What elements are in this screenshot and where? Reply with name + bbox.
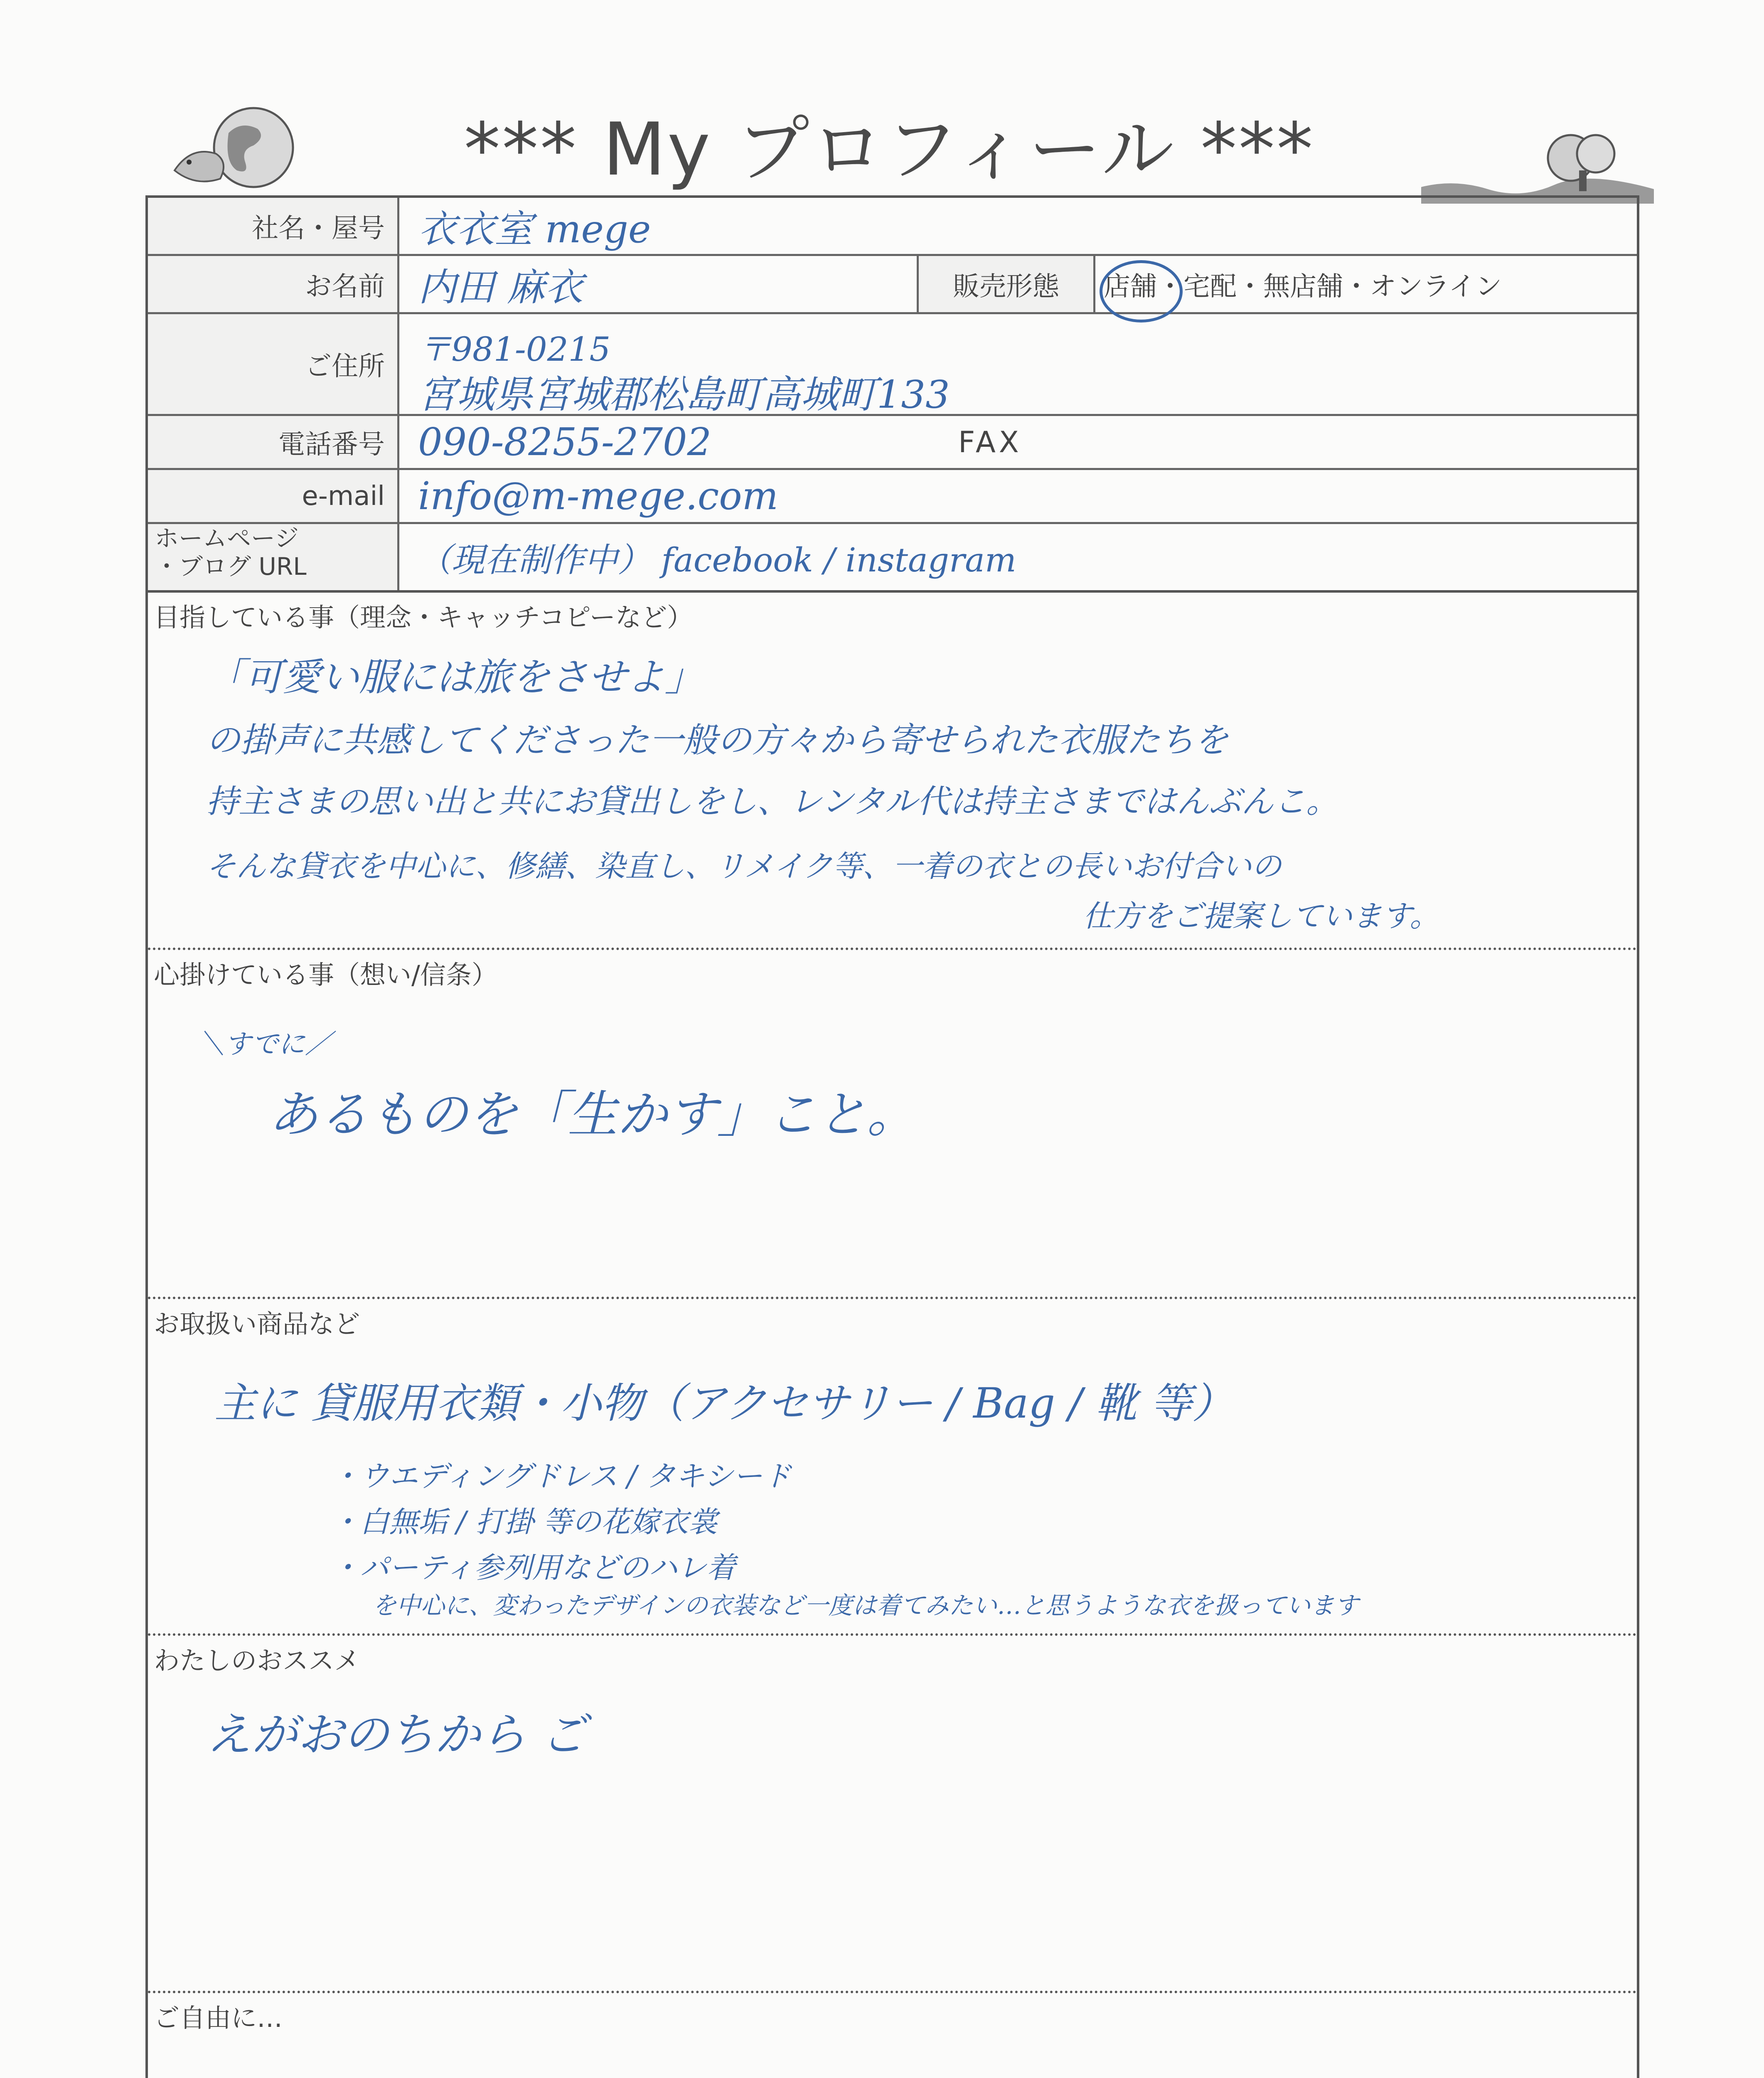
homepage-label-line1: ホームページ [155, 524, 299, 552]
aim-line: 持主さまの思い出と共にお貸出しをし、レンタル代は持主さまではんぶんこ。 [206, 783, 1338, 820]
email-value: info@m-mege.com [418, 474, 778, 518]
sales-form-label: 販売形態 [917, 256, 1095, 312]
products-section [148, 1299, 1637, 1636]
email-row [148, 470, 1637, 524]
postal-code: 〒981-0215 [418, 330, 611, 369]
address-label: ご住所 [148, 314, 399, 414]
address-row [148, 314, 1637, 416]
fax-label: FAX [958, 425, 1022, 459]
products-line: ・ウエディングドレス / タキシード [331, 1459, 792, 1493]
homepage-value: （現在制作中） facebook / instagram [418, 541, 1016, 579]
aim-section [148, 593, 1637, 950]
name-label: お名前 [148, 256, 399, 312]
products-label: お取扱い商品など [154, 1309, 360, 1339]
page-title: *** My プロフィール *** [464, 108, 1315, 192]
phone-row [148, 416, 1637, 470]
aim-label: 目指している事（理念・キャッチコピーなど） [154, 602, 693, 633]
free-label: ご自由に… [154, 2003, 283, 2033]
mindset-label: 心掛けている事（想い/信条） [154, 960, 497, 990]
company-label: 社名・屋号 [148, 198, 399, 254]
page-header [141, 83, 1637, 191]
phone-label: 電話番号 [148, 416, 399, 468]
mindset-section [148, 950, 1637, 1299]
homepage-label-line2: ・ブログ URL [155, 552, 307, 581]
products-line: ・白無垢 / 打掛 等の花嫁衣裳 [331, 1505, 718, 1539]
email-label: e-mail [148, 470, 399, 522]
recommend-line: えがおのちから ご [206, 1708, 586, 1761]
homepage-label [148, 524, 399, 590]
aim-line: そんな貸衣を中心に、修繕、染直し、リメイク等、一着の衣との長いお付合いの [206, 849, 1282, 884]
mindset-line: ＼すでに／ [198, 1029, 332, 1060]
sales-form-options: 店舗・宅配・無店舗・オンライン [1104, 271, 1502, 302]
aim-line: 仕方をご提案しています。 [1083, 899, 1440, 933]
products-line: ・パーティ参列用などのハレ着 [331, 1551, 736, 1585]
address-value: 宮城県宮城郡松島町高城町133 [418, 372, 950, 417]
recommend-label: わたしのおススメ [154, 1645, 360, 1676]
company-row [148, 198, 1637, 256]
products-line: 主に 貸服用衣類・小物（アクセサリー / Bag / 靴 等） [214, 1379, 1234, 1428]
selected-option-circle [1100, 260, 1183, 323]
company-value: 衣衣室 mege [418, 207, 651, 251]
profile-form [145, 195, 1639, 2078]
homepage-row [148, 524, 1637, 593]
phone-value: 090-8255-2702 [418, 420, 712, 464]
products-line: を中心に、変わったデザインの衣装など一度は着てみたい…と思うような衣を扱っています [372, 1591, 1359, 1620]
recommend-section [148, 1636, 1637, 1993]
aim-line: 「可愛い服には旅をさせよ」 [206, 655, 704, 699]
name-value: 内田 麻衣 [418, 265, 583, 310]
free-section [148, 1993, 1637, 2078]
tree-landscape-icon [1421, 121, 1654, 204]
mindset-line: あるものを「生かす」こと。 [268, 1086, 917, 1144]
name-row [148, 256, 1637, 314]
aim-line: の掛声に共感してくださった一般の方々から寄せられた衣服たちを [206, 721, 1228, 760]
